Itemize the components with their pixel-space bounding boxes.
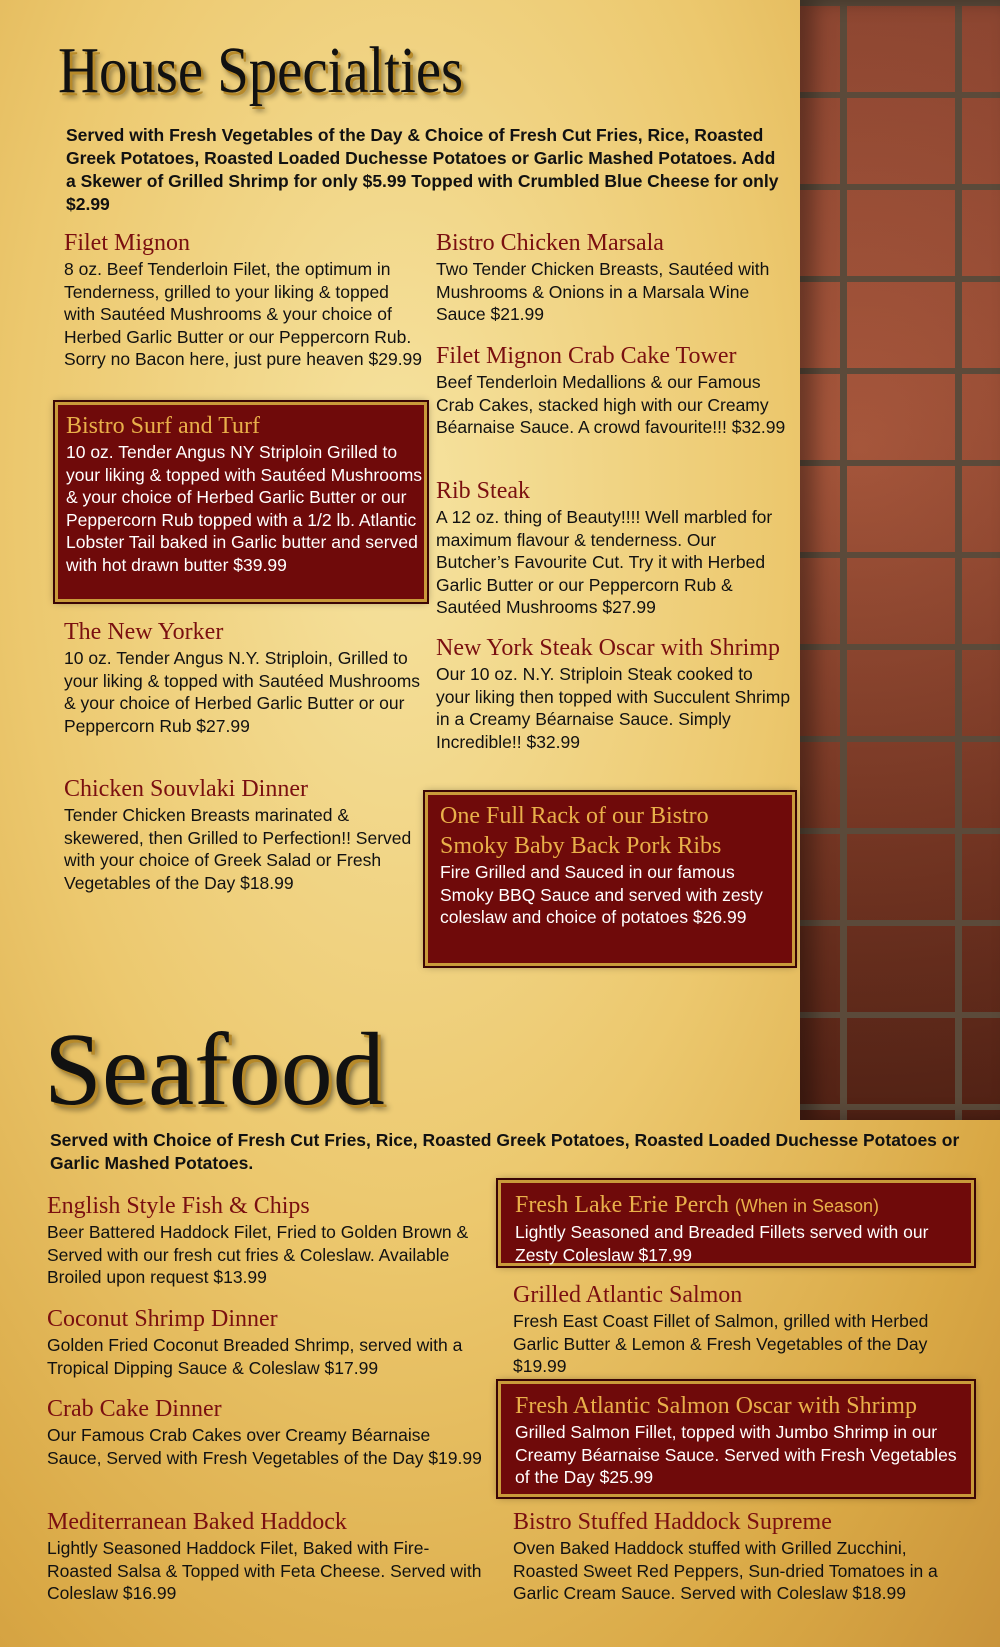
menu-item-fish-and-chips — [47, 1191, 487, 1289]
menu-item-rib-steak — [436, 476, 791, 619]
item-description: Beef Tenderloin Medallions & our Famous Crab Cakes, stacked high with our Creamy Béarnaise Sauce. A crowd favourite!!! $32.99 — [436, 372, 786, 437]
item-name: Crab Cake Dinner — [47, 1396, 222, 1422]
item-name: Bistro Chicken Marsala — [436, 230, 664, 256]
season-note: (When in Season) — [734, 1196, 879, 1216]
item-name: Filet Mignon — [64, 230, 191, 256]
item-name: English Style Fish & Chips — [47, 1193, 310, 1219]
item-description: 8 oz. Beef Tenderloin Filet, the optimum in Tenderness, grilled to your liking & topped with Sautéed Mushrooms & your choice of Herbed Garlic Butter or our Peppercorn Rub. Sorry no Bacon here, just pure heaven $29.99 — [64, 259, 423, 369]
menu-item-bistro-surf-and-turf — [55, 402, 427, 602]
menu-item-the-new-yorker — [64, 617, 424, 737]
menu-item-salmon-oscar-with-shrimp — [498, 1381, 974, 1497]
item-description: Lightly Seasoned and Breaded Fillets served with our Zesty Coleslaw $17.99 — [515, 1222, 929, 1265]
item-name: One Full Rack of our Bistro Smoky Baby Back Pork Ribs — [440, 803, 722, 859]
seafood-intro: Served with Choice of Fresh Cut Fries, Rice, Roasted Greek Potatoes, Roasted Loaded Duchesse Potatoes or Garlic Mashed Potatoes. — [50, 1130, 960, 1173]
item-description: Lightly Seasoned Haddock Filet, Baked with Fire-Roasted Salsa & Topped with Feta Cheese. Served with Coleslaw $16.99 — [47, 1538, 482, 1603]
house-specialties-intro: Served with Fresh Vegetables of the Day & Choice of Fresh Cut Fries, Rice, Roasted Greek Potatoes, Roasted Loaded Duchesse Potatoes or Garlic Mashed Potatoes. Add a Skewer of Grilled Shrimp for only $5.99 Topped with Crumbled Blue Cheese for only $2.99 — [66, 125, 779, 214]
item-description: 10 oz. Tender Angus N.Y. Striploin, Grilled to your liking & topped with Sautéed Mushrooms & your choice of Herbed Garlic Butter or our Peppercorn Rub $27.99 — [64, 648, 421, 736]
menu-item-chicken-souvlaki-dinner — [64, 774, 424, 894]
item-name: Chicken Souvlaki Dinner — [64, 776, 308, 802]
item-description: A 12 oz. thing of Beauty!!!! Well marbled for maximum flavour & tenderness. Our Butcher’s Favourite Cut. Try it with Herbed Garlic Butter or our Peppercorn Rub & Sautéed Mushrooms $27.99 — [436, 507, 773, 617]
item-description: Oven Baked Haddock stuffed with Grilled Zucchini, Roasted Sweet Red Peppers, Sun-dried Tomatoes in a Garlic Cream Sauce. Served with Coleslaw $18.99 — [513, 1538, 938, 1603]
menu-item-bbq-pork-ribs — [425, 792, 795, 966]
menu-item-grilled-atlantic-salmon — [513, 1280, 973, 1378]
item-name: Grilled Atlantic Salmon — [513, 1282, 743, 1308]
menu-item-lake-erie-perch — [498, 1180, 974, 1266]
item-description: Fresh East Coast Fillet of Salmon, grilled with Herbed Garlic Butter & Lemon & Fresh Vegetables of the Day $19.99 — [513, 1311, 929, 1376]
item-description: Grilled Salmon Fillet, topped with Jumbo Shrimp in our Creamy Béarnaise Sauce. Served with Fresh Vegetables of the Day $25.99 — [515, 1422, 957, 1487]
item-name: Fresh Atlantic Salmon Oscar with Shrimp — [515, 1393, 917, 1419]
item-description: Our Famous Crab Cakes over Creamy Béarnaise Sauce, Served with Fresh Vegetables of the Day $19.99 — [47, 1425, 482, 1468]
item-description: Beer Battered Haddock Filet, Fried to Golden Brown & Served with our fresh cut fries & Coleslaw. Available Broiled upon request $13.99 — [47, 1222, 469, 1287]
item-name: Coconut Shrimp Dinner — [47, 1306, 278, 1332]
menu-item-bistro-stuffed-haddock-supreme — [513, 1507, 973, 1605]
item-name: Mediterranean Baked Haddock — [47, 1509, 347, 1535]
item-name: Bistro Stuffed Haddock Supreme — [513, 1509, 832, 1535]
menu-item-filet-mignon — [64, 228, 424, 371]
item-name: New York Steak Oscar with Shrimp — [436, 635, 780, 661]
menu-item-crab-cake-dinner — [47, 1394, 487, 1469]
house-specialties-title: House Specialties — [58, 34, 464, 107]
item-description: Fire Grilled and Sauced in our famous Smoky BBQ Sauce and served with zesty coleslaw and choice of potatoes $26.99 — [440, 862, 763, 927]
item-name: Bistro Surf and Turf — [66, 413, 261, 439]
item-description: Two Tender Chicken Breasts, Sautéed with Mushrooms & Onions in a Marsala Wine Sauce $21.99 — [436, 259, 770, 324]
brick-wall-decoration — [800, 0, 1000, 1120]
menu-item-coconut-shrimp-dinner — [47, 1304, 487, 1379]
item-name: The New Yorker — [64, 619, 224, 645]
item-description: Tender Chicken Breasts marinated & skewered, then Grilled to Perfection!! Served with your choice of Greek Salad or Fresh Vegetables of the Day $18.99 — [64, 805, 412, 893]
item-description: Golden Fried Coconut Breaded Shrimp, served with a Tropical Dipping Sauce & Coleslaw $17.99 — [47, 1335, 463, 1378]
item-description: 10 oz. Tender Angus NY Striploin Grilled to your liking & topped with Sautéed Mushrooms & your choice of Herbed Garlic Butter or our Peppercorn Rub topped with a 1/2 lb. Atlantic Lobster Tail baked in Garlic butter and served with hot drawn butter $39.99 — [66, 442, 423, 575]
menu-item-mediterranean-baked-haddock — [47, 1507, 487, 1605]
item-name — [515, 1190, 963, 1221]
item-name-text: Fresh Lake Erie Perch — [515, 1192, 729, 1218]
menu-item-new-york-steak-oscar — [436, 633, 791, 753]
menu-item-bistro-chicken-marsala — [436, 228, 791, 326]
item-description: Our 10 oz. N.Y. Striploin Steak cooked to your liking then topped with Succulent Shrimp in a Creamy Béarnaise Sauce. Simply Incredible!! $32.99 — [436, 664, 791, 752]
seafood-title: Seafood — [44, 1012, 385, 1127]
item-name: Rib Steak — [436, 478, 530, 504]
menu-item-filet-mignon-crab-cake-tower — [436, 341, 791, 439]
item-name: Filet Mignon Crab Cake Tower — [436, 343, 737, 369]
